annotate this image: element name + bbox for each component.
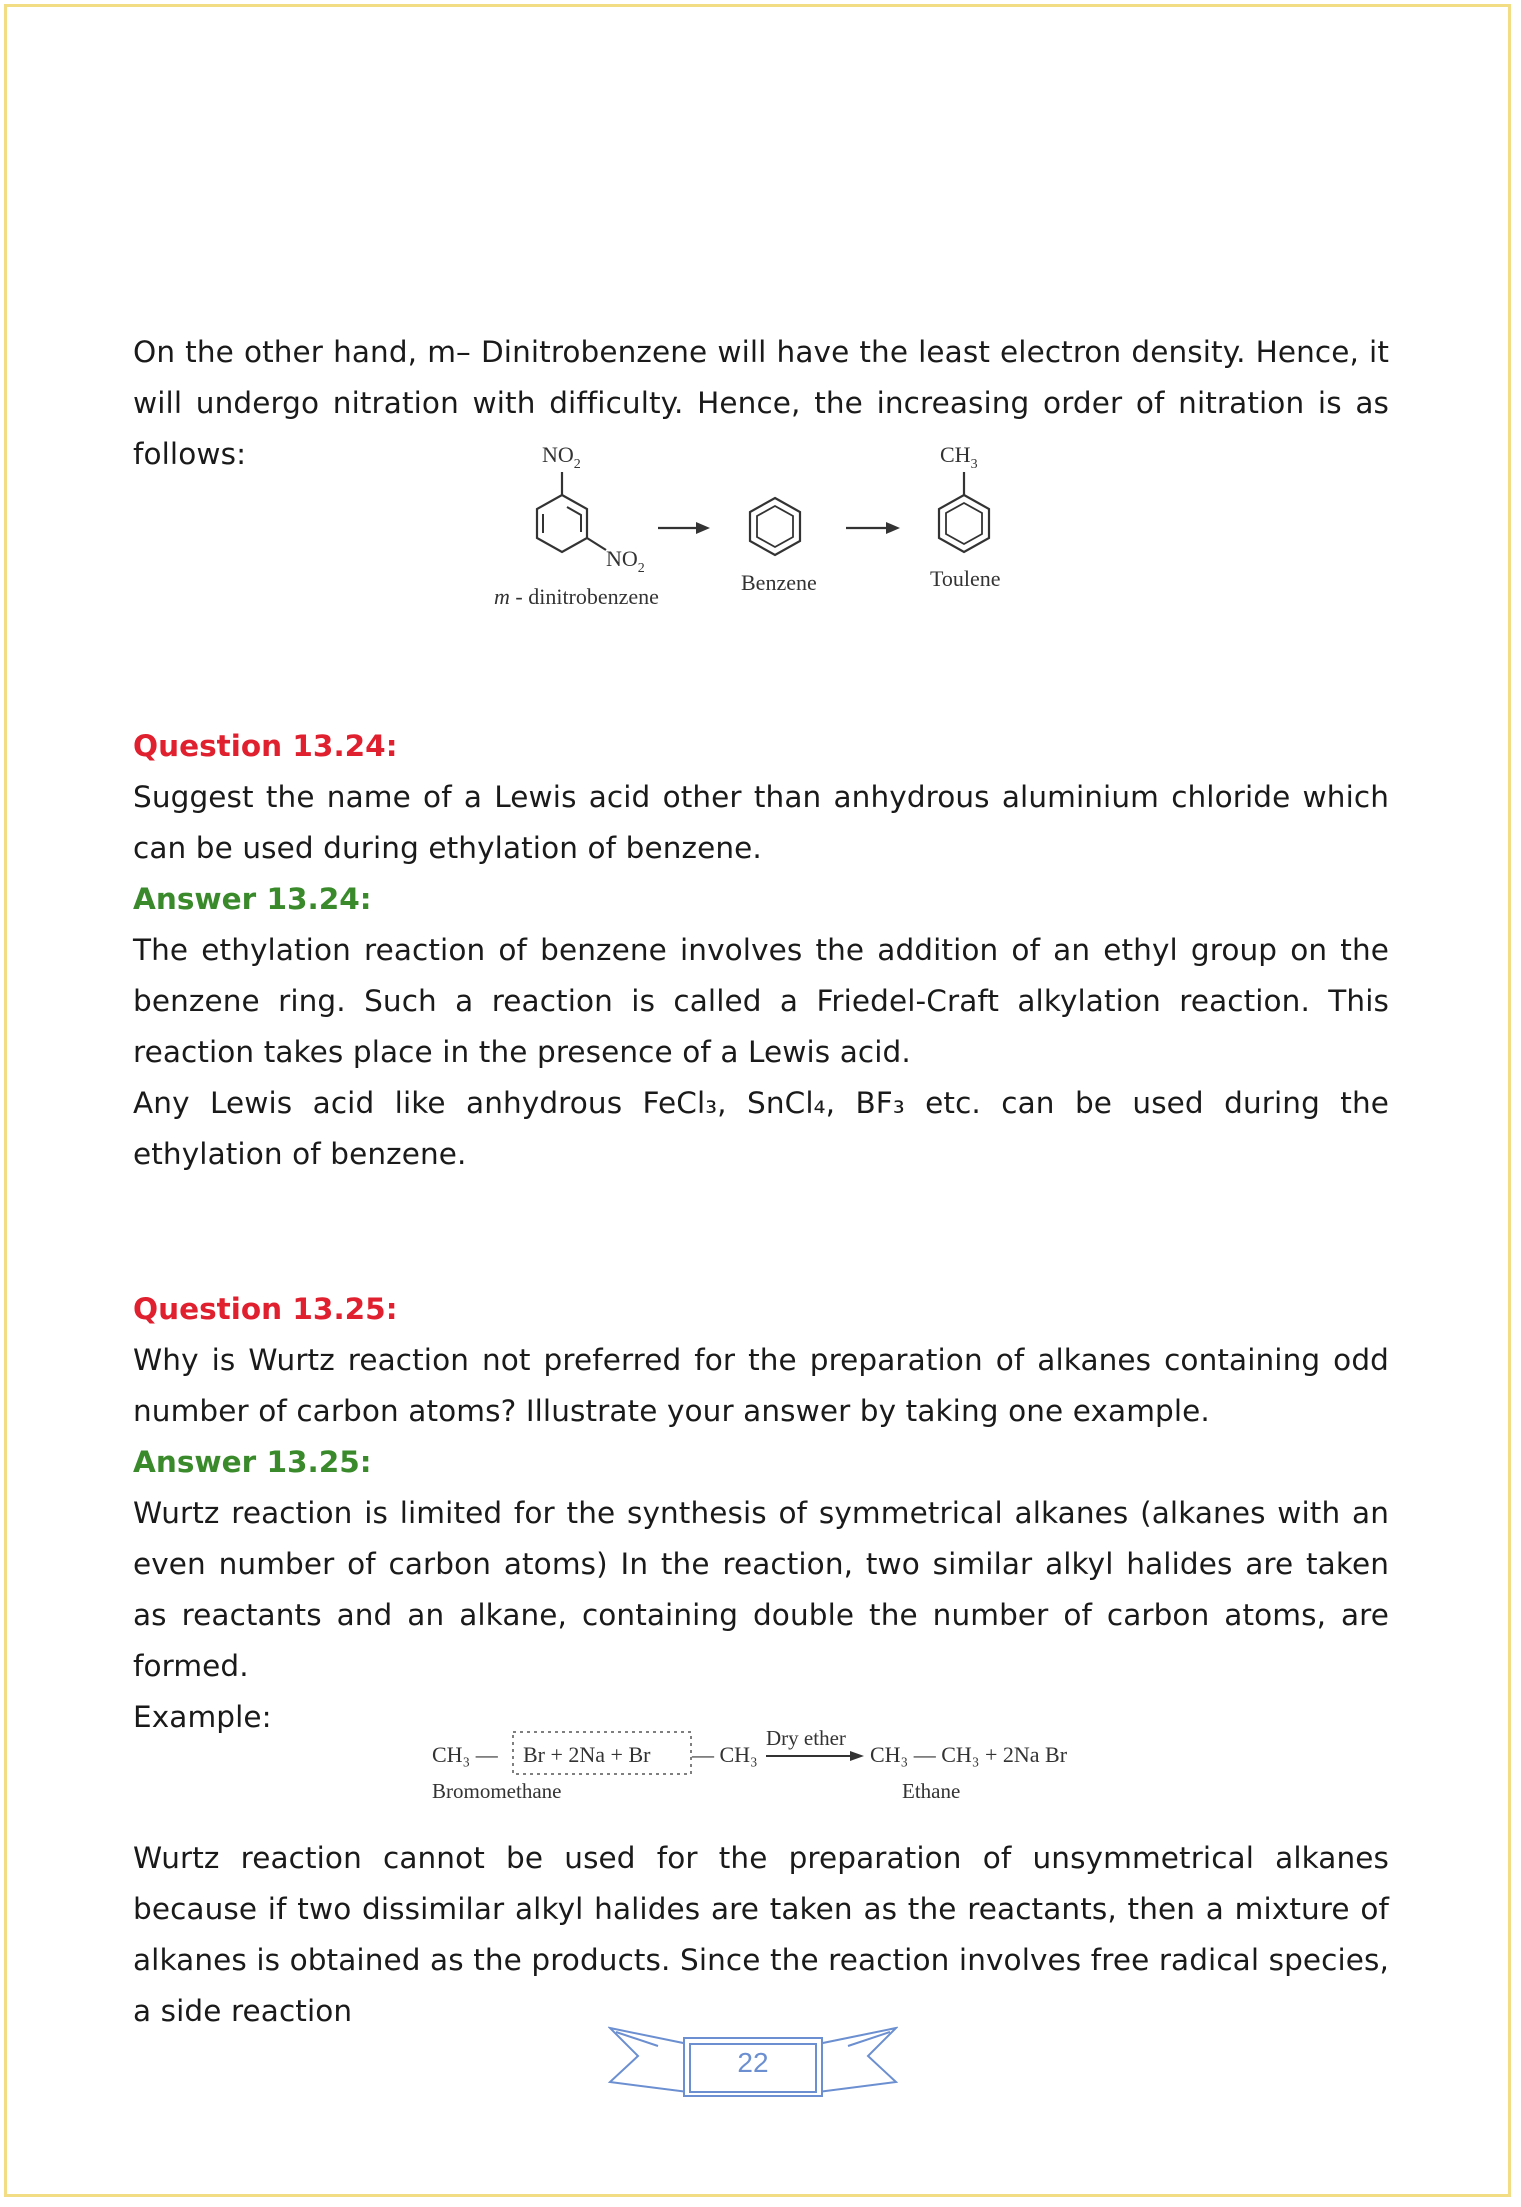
page-number-ribbon: [608, 2020, 898, 2106]
question-13-25-text: Why is Wurtz reaction not preferred for the preparation of alkanes containing odd number of carbon atoms? Illustrate your answer by taking one example.: [133, 1343, 1389, 1428]
toluene-structure: [930, 442, 1001, 591]
mol1-no2-meta: $NO_2$: [606, 546, 645, 576]
benzene-structure: [741, 498, 817, 595]
product-name: Ethane: [902, 1779, 961, 1803]
toluene-label: Toulene: [930, 566, 1001, 591]
reactant-name: Bromomethane: [432, 1779, 562, 1803]
answer-13-25-p1: Wurtz reaction is limited for the synthesis of symmetrical alkanes (alkanes with an even number of carbon atoms) In the reaction, two similar alkyl halides are taken as reactants and an alkane, containing double the number of carbon atoms, are formed.: [133, 1496, 1389, 1683]
page-number: 22: [737, 2047, 769, 2078]
reaction-product: CH₃ — CH₃ + 2Na Br: [870, 1742, 1068, 1767]
answer-13-25-heading: Answer 13.25:: [133, 1445, 372, 1479]
m-dinitrobenzene-structure: [494, 442, 659, 609]
boxed-part: Br + 2Na + Br: [523, 1742, 651, 1767]
reaction-condition: Dry ether: [766, 1726, 846, 1750]
nitration-order-figure: [470, 432, 1050, 622]
answer-13-24-heading: Answer 13.24:: [133, 882, 372, 916]
answer-13-25-continuation: [133, 1833, 1389, 2037]
mol3-ch3: $CH_3$: [940, 442, 978, 472]
question-13-25-section: [133, 1284, 1389, 1743]
question-13-24-heading: Question 13.24:: [133, 729, 398, 763]
wurtz-reaction-figure: [428, 1718, 1128, 1808]
mol1-no2-top: $NO_2$: [542, 442, 581, 472]
benzene-label: Benzene: [741, 570, 817, 595]
intro-paragraph: On the other hand, m– Dinitrobenzene will have the least electron density. Hence, it will undergo nitration with difficulty. Hence, the increasing order of nitration is as follows:: [133, 335, 1389, 471]
answer-13-24-p1: The ethylation reaction of benzene involves the addition of an ethyl group on the benzene ring. Such a reaction is called a Friedel-Craft alkylation reaction. This reaction takes place in the presence of a Lewis acid.: [133, 933, 1389, 1069]
reactant-right: — CH₃: [692, 1742, 758, 1767]
answer-13-25-p2: Wurtz reaction cannot be used for the preparation of unsymmetrical alkanes because if two dissimilar alkyl halides are taken as the reactants, then a mixture of alkanes is obtained as the products. Since the reaction involves free radical species, a side reaction: [133, 1841, 1389, 2028]
reactant-left: CH₃ —: [432, 1742, 498, 1767]
question-13-25-heading: Question 13.25:: [133, 1292, 398, 1326]
answer-13-24-p2: Any Lewis acid like anhydrous FeCl₃, SnCl₄, BF₃ etc. can be used during the ethylation of benzene.: [133, 1086, 1389, 1171]
example-label: Example:: [133, 1700, 272, 1734]
mol1-label: m - dinitrobenzene: [494, 584, 659, 609]
question-13-24-text: Suggest the name of a Lewis acid other than anhydrous aluminium chloride which can be used during ethylation of benzene.: [133, 780, 1389, 865]
arrow-1: [658, 522, 710, 534]
question-13-24-section: [133, 721, 1389, 1180]
arrow-2: [846, 522, 900, 534]
